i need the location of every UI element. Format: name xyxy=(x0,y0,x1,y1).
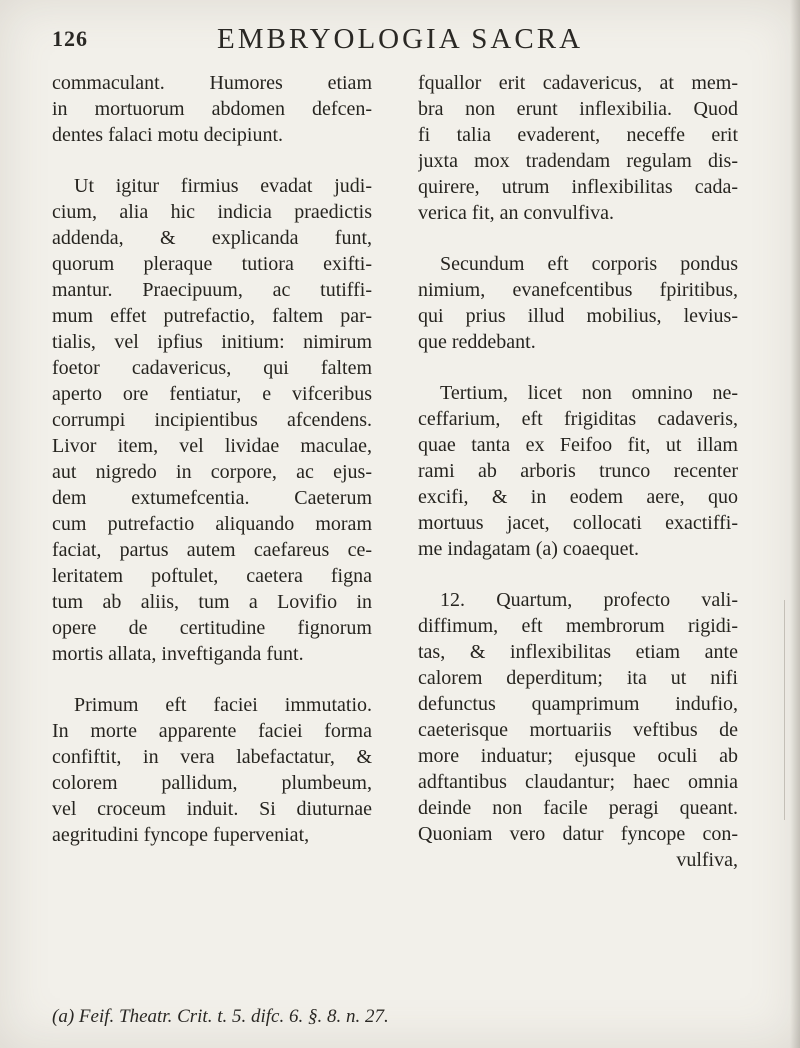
text-line: fi talia evaderent, neceffe erit xyxy=(418,124,738,146)
paragraph xyxy=(418,380,738,562)
footnote: (a) Feif. Theatr. Crit. t. 5. difc. 6. §. 8. n. 27. xyxy=(52,1006,389,1027)
text-line: colorem pallidum, plumbeum, xyxy=(52,772,372,794)
text-line: Ut igitur firmius evadat judi- xyxy=(74,175,372,197)
text-line: corrumpi incipientibus afcendens. xyxy=(52,409,372,431)
text-line: bra non erunt inflexibilia. Quod xyxy=(418,98,738,120)
page-edge-marks xyxy=(784,600,791,820)
text-line: more induatur; ejusque oculi ab xyxy=(418,745,738,767)
text-line: vulfiva, xyxy=(676,849,738,871)
paragraph xyxy=(52,173,372,667)
text-line: aegritudini fyncope fuperveniat, xyxy=(52,824,310,846)
text-line: in mortuorum abdomen defcen- xyxy=(52,98,372,120)
text-line: mum effet putrefactio, faltem par- xyxy=(52,305,372,327)
text-line: Tertium, licet non omnino ne- xyxy=(440,382,738,404)
text-line: tas, & inflexibilitas etiam ante xyxy=(418,641,738,663)
page-number: 126 xyxy=(52,26,88,51)
text-line: aut nigredo in corpore, ac ejus- xyxy=(52,461,372,483)
text-line: opere de certitudine fignorum xyxy=(52,617,372,639)
text-line: quae tanta ex Feifoo fit, ut illam xyxy=(418,434,738,456)
text-line: confiftit, in vera labefactatur, & xyxy=(52,746,372,768)
text-line: me indagatam (a) coaequet. xyxy=(418,538,639,560)
text-line: dem extumefcentia. Caeterum xyxy=(52,487,372,509)
text-line: vel croceum induit. Si diuturnae xyxy=(52,798,372,820)
paragraph xyxy=(52,70,372,148)
text-line: aperto ore fentiatur, e vifceribus xyxy=(52,383,372,405)
text-line: mortuus jacet, collocati exactiffi- xyxy=(418,512,738,534)
text-line: 12. Quartum, profecto vali- xyxy=(440,589,738,611)
running-head: EMBRYOLOGIA SACRA xyxy=(216,23,584,55)
paragraph xyxy=(418,251,738,355)
text-line: quirere, utrum inflexibilitas cada- xyxy=(418,176,738,198)
text-line: caeterisque mortuariis veftibus de xyxy=(418,719,738,741)
text-line: cum putrefactio aliquando moram xyxy=(52,513,372,535)
text-line: tum ab aliis, tum a Lovifio in xyxy=(52,591,372,613)
text-line: foetor cadavericus, qui faltem xyxy=(52,357,372,379)
text-line: Secundum eft corporis pondus xyxy=(440,253,738,275)
page-header xyxy=(40,20,760,60)
text-line: nimium, evanefcentibus fpiritibus, xyxy=(418,279,738,301)
text-line: commaculant. Humores etiam xyxy=(52,72,372,94)
left-text-column xyxy=(52,70,372,1000)
text-line: quorum pleraque tutiora exifti- xyxy=(52,253,372,275)
text-line: cium, alia hic indicia praedictis xyxy=(52,201,372,223)
text-line: dentes falaci motu decipiunt. xyxy=(52,124,284,146)
text-line: mantur. Praecipuum, ac tutiffi- xyxy=(52,279,372,301)
text-line: fquallor erit cadavericus, at mem- xyxy=(418,72,738,94)
text-line: qui prius illud mobilius, levius- xyxy=(418,305,738,327)
page-edge-shadow xyxy=(790,0,800,1048)
text-line: leritatem poftulet, caetera figna xyxy=(52,565,372,587)
text-line: tialis, vel ipfius initium: nimirum xyxy=(52,331,372,353)
paragraph xyxy=(418,70,738,226)
text-line: deinde non facile peragi queant. xyxy=(418,797,738,819)
text-line: rami ab arboris trunco recenter xyxy=(418,460,738,482)
paragraph xyxy=(52,692,372,848)
text-line: defunctus quamprimum indufio, xyxy=(418,693,738,715)
paragraph xyxy=(418,587,738,873)
text-line: adftantibus claudantur; haec omnia xyxy=(418,771,738,793)
text-line: faciat, partus autem caefareus ce- xyxy=(52,539,372,561)
right-text-column xyxy=(418,70,738,1000)
text-line: excifi, & in eodem aere, quo xyxy=(418,486,738,508)
text-line: addenda, & explicanda funt, xyxy=(52,227,372,249)
text-line: mortis allata, inveftiganda funt. xyxy=(52,643,304,665)
text-line: In morte apparente faciei forma xyxy=(52,720,372,742)
text-line: verica fit, an convulfiva. xyxy=(418,202,615,224)
text-line: diffimum, eft membrorum rigidi- xyxy=(418,615,738,637)
text-line: que reddebant. xyxy=(418,331,536,353)
text-line: juxta mox tradendam regulam dis- xyxy=(418,150,738,172)
text-line: calorem deperditum; ita ut nifi xyxy=(418,667,738,689)
text-line: Quoniam vero datur fyncope con- xyxy=(418,823,738,845)
text-line: Primum eft faciei immutatio. xyxy=(74,694,372,716)
text-line: ceffarium, eft frigiditas cadaveris, xyxy=(418,408,738,430)
text-line: Livor item, vel lividae maculae, xyxy=(52,435,372,457)
